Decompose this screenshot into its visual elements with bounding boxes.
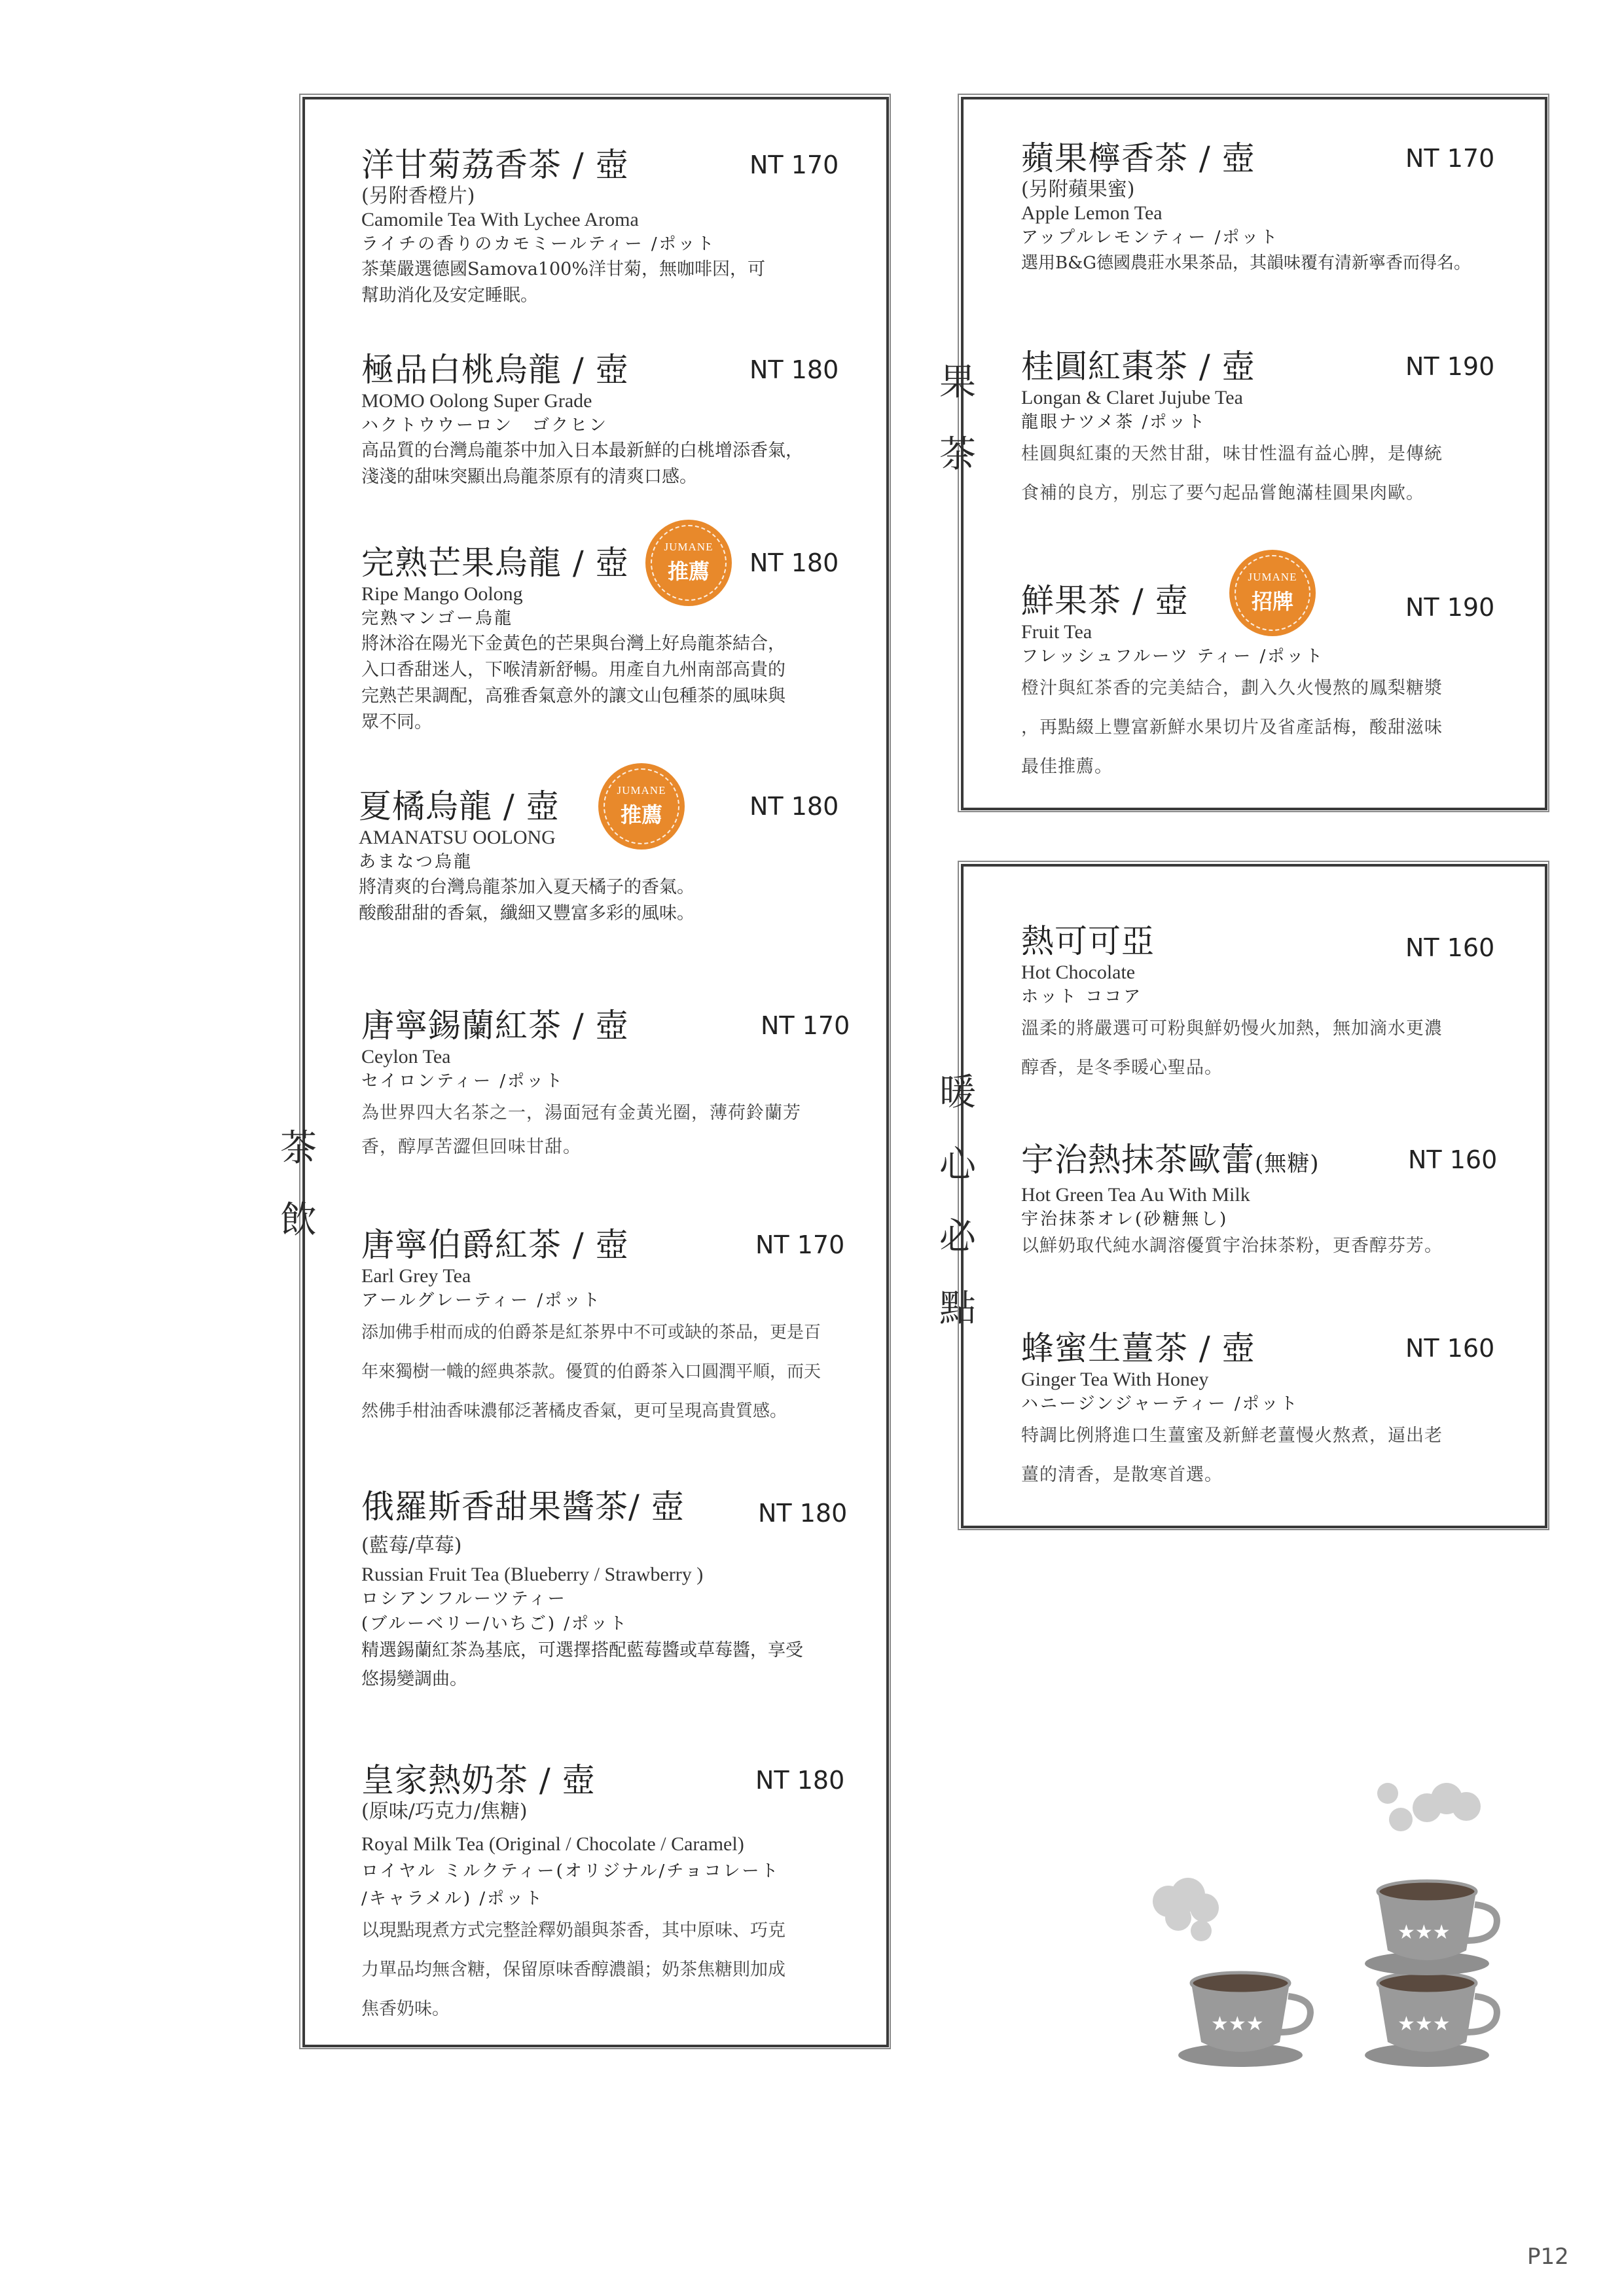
item-price: NT 160 <box>1408 1145 1498 1174</box>
item-japanese-name-2: (ブルーベリー/いちご) /ポット <box>361 1614 629 1634</box>
item-english-name: Camomile Tea With Lychee Aroma <box>361 209 639 230</box>
item-title: 俄羅斯香甜果醬茶/ 壺 <box>361 1488 685 1526</box>
item-japanese-name: ロシアンフルーツティー <box>361 1589 567 1609</box>
item-english-name: MOMO Oolong Super Grade <box>361 390 592 412</box>
item-title: 唐寧錫蘭紅茶 / 壺 <box>361 1007 629 1045</box>
item-title: 鮮果茶 / 壺 <box>1021 582 1189 620</box>
item-english-name: Ginger Tea With Honey <box>1021 1369 1209 1390</box>
badge-brand-text: JUMANE <box>617 784 666 797</box>
svg-text:★★★: ★★★ <box>1398 1921 1451 1944</box>
item-japanese-name: 宇治抹茶オレ(砂糖無し) <box>1021 1210 1229 1229</box>
item-price: NT 190 <box>1405 352 1495 381</box>
item-title-text: 宇治熱抹茶歐蕾 <box>1021 1141 1255 1179</box>
item-price: NT 190 <box>1405 593 1495 622</box>
item-japanese-name: ホット ココア <box>1021 987 1143 1007</box>
item-english-name: AMANATSU OOLONG <box>359 827 556 848</box>
item-description: 以現點現煮方式完整詮釋奶韻與茶香，其中原味、巧克 <box>361 1920 785 1941</box>
item-title: 洋甘菊荔香茶 / 壺 <box>361 146 629 184</box>
item-japanese-name: ライチの香りのカモミールティー /ポット <box>361 234 716 254</box>
item-description: 悠揚變調曲。 <box>361 1669 467 1689</box>
menu-item-ceylon-tea <box>361 1006 872 1167</box>
item-japanese-name: ハクトウウーロン ゴクヒン <box>361 416 609 435</box>
item-description: 橙汁與紅茶香的完美結合，劃入久火慢熬的鳳梨糖漿 <box>1021 678 1443 698</box>
item-description: 精選錫蘭紅茶為基底，可選擇搭配藍莓醬或草莓醬，享受 <box>361 1640 803 1660</box>
menu-item-amanatsu-oolong <box>359 784 856 927</box>
item-english-name: Earl Grey Tea <box>361 1265 471 1287</box>
teacup-stack-icon <box>1365 1881 1497 2067</box>
item-description: 酸酸甜甜的香氣，纖細又豐富多彩的風味。 <box>359 903 695 924</box>
item-description: 桂圓與紅棗的天然甘甜，味甘性溫有益心脾，是傳統 <box>1021 444 1443 464</box>
item-description: 眾不同。 <box>361 712 432 732</box>
item-description: 將清爽的台灣烏龍茶加入夏天橘子的香氣。 <box>359 877 695 897</box>
item-title: 極品白桃烏龍 / 壺 <box>361 351 629 389</box>
item-note: (原味/巧克力/焦糖) <box>361 1800 528 1823</box>
badge-text: 推薦 <box>620 802 662 827</box>
item-description: 焦香奶味。 <box>361 1999 450 2019</box>
item-price: NT 170 <box>761 1011 850 1040</box>
item-title: 蜂蜜生薑茶 / 壺 <box>1021 1329 1255 1367</box>
item-japanese-name-2: /キャラメル) /ポット <box>361 1889 545 1909</box>
item-english-name: Hot Chocolate <box>1021 961 1136 983</box>
item-english-name: Ripe Mango Oolong <box>361 583 523 605</box>
item-description: 完熟芒果調配，高雅香氣意外的讓文山包種茶的風味與 <box>361 686 785 706</box>
item-japanese-name: あまなつ烏龍 <box>359 852 473 872</box>
item-price: NT 160 <box>1405 933 1495 962</box>
menu-item-ripe-mango-oolong <box>361 543 859 736</box>
item-title: 桂圓紅棗茶 / 壺 <box>1021 348 1255 386</box>
badge-text: 招牌 <box>1251 589 1293 614</box>
item-english-name: Royal Milk Tea (Original / Chocolate / Caramel) <box>361 1833 744 1855</box>
item-description: 高品質的台灣烏龍茶中加入日本最新鮮的白桃增添香氣， <box>361 440 803 461</box>
item-description: 力單品均無含糖，保留原味香醇濃韻；奶茶焦糖則加成 <box>361 1960 785 1980</box>
item-japanese-name: セイロンティー /ポット <box>361 1071 565 1091</box>
menu-item-russian-fruit-tea <box>361 1487 872 1694</box>
item-price: NT 180 <box>749 792 839 821</box>
item-description: 茶葉嚴選德國Samova100%洋甘菊，無咖啡因，可 <box>361 259 765 279</box>
item-english-name: Fruit Tea <box>1021 621 1092 643</box>
item-price: NT 170 <box>749 151 839 179</box>
item-title-note: (無糖) <box>1255 1151 1320 1177</box>
item-description: 溫柔的將嚴選可可粉與鮮奶慢火加熱，無加滴水更濃 <box>1021 1018 1443 1039</box>
item-price: NT 180 <box>749 548 839 577</box>
menu-item-apple-lemon-tea <box>1021 139 1538 276</box>
page-number: P12 <box>1527 2244 1569 2270</box>
item-japanese-name: 龍眼ナツメ茶 /ポット <box>1021 412 1207 432</box>
item-japanese-name: ハニージンジャーティー /ポット <box>1021 1394 1299 1414</box>
badge-brand-text: JUMANE <box>664 541 713 553</box>
item-title: 皇家熱奶茶 / 壺 <box>361 1761 596 1799</box>
item-description: 最佳推薦。 <box>1021 757 1113 777</box>
category-tea-text: 茶 飲 <box>280 1127 317 1242</box>
item-description: 薑的清香，是散寒首選。 <box>1021 1465 1223 1485</box>
item-japanese-name: ロイヤル ミルクティー(オリジナル/チョコレート <box>361 1861 780 1881</box>
item-description: 然佛手柑油香味濃郁泛著橘皮香氣，更可呈現高貴質感。 <box>361 1401 787 1421</box>
item-title: 唐寧伯爵紅茶 / 壺 <box>361 1226 629 1264</box>
item-price: NT 180 <box>749 355 839 384</box>
item-title: 熱可可亞 <box>1021 922 1155 960</box>
category-tea-label <box>279 1119 318 1263</box>
menu-item-matcha-au-lait <box>1021 1140 1538 1261</box>
menu-item-longan-jujube-tea <box>1021 347 1538 513</box>
menu-item-hot-chocolate <box>1021 922 1538 1088</box>
item-description: ，再點綴上豐富新鮮水果切片及省產話梅，酸甜滋味 <box>1021 717 1443 738</box>
item-japanese-name: アップルレモンティー /ポット <box>1021 228 1280 247</box>
item-description: 香，醇厚苦澀但回味甘甜。 <box>361 1137 581 1157</box>
item-english-name: Apple Lemon Tea <box>1021 202 1163 224</box>
category-fruit-label <box>938 353 977 497</box>
item-note: (另附蘋果蜜) <box>1021 178 1135 201</box>
menu-item-fruit-tea <box>1021 571 1538 787</box>
item-description: 年來獨樹一幟的經典茶款。優質的伯爵茶入口圓潤平順，而天 <box>361 1362 821 1382</box>
item-description: 入口香甜迷人，下喉清新舒暢。用產自九州南部高貴的 <box>361 660 785 680</box>
item-japanese-name: フレッシュフルーツ ティー /ポット <box>1021 647 1325 666</box>
item-description: 特調比例將進口生薑蜜及新鮮老薑慢火熬煮，逼出老 <box>1021 1426 1443 1446</box>
category-fruit-text: 果 茶 <box>939 361 976 476</box>
item-title: 完熟芒果烏龍 / 壺 <box>361 544 629 582</box>
item-description: 淺淺的甜味突顯出烏龍茶原有的清爽口感。 <box>361 467 697 487</box>
teacup-illustration <box>1139 1767 1545 2094</box>
item-note: (另附香橙片) <box>361 185 475 207</box>
item-english-name: Hot Green Tea Au With Milk <box>1021 1184 1250 1206</box>
item-title: 夏橘烏龍 / 壺 <box>359 787 560 825</box>
item-description: 幫助消化及安定睡眠。 <box>361 285 538 306</box>
item-english-name: Russian Fruit Tea (Blueberry / Strawberry ) <box>361 1564 704 1585</box>
badge-text: 推薦 <box>667 559 710 584</box>
menu-item-royal-milk-tea <box>361 1761 872 2029</box>
menu-item-earl-grey <box>361 1225 872 1431</box>
svg-text:★★★: ★★★ <box>1398 2013 1451 2036</box>
item-english-name: Ceylon Tea <box>361 1046 451 1067</box>
item-english-name: Longan & Claret Jujube Tea <box>1021 387 1243 408</box>
category-warm-label <box>938 1064 977 1352</box>
item-title: 蘋果檸香茶 / 壺 <box>1021 139 1255 177</box>
item-description: 將沐浴在陽光下金黃色的芒果與台灣上好烏龍茶結合， <box>361 634 785 654</box>
recommend-badge <box>645 520 732 606</box>
menu-item-momo-oolong <box>361 350 859 490</box>
badge-brand-text: JUMANE <box>1248 571 1297 583</box>
recommend-badge <box>598 763 685 850</box>
item-price: NT 170 <box>1405 144 1495 173</box>
item-price: NT 160 <box>1405 1334 1495 1363</box>
item-japanese-name: アールグレーティー /ポット <box>361 1291 602 1310</box>
teacup-small-icon <box>1178 1973 1310 2067</box>
svg-text:★★★: ★★★ <box>1211 2013 1264 2036</box>
item-price: NT 170 <box>755 1230 845 1259</box>
item-note: (藍莓/草莓) <box>361 1534 462 1557</box>
item-description: 食補的良方，別忘了要勺起品嘗飽滿桂圓果肉歐。 <box>1021 483 1424 503</box>
item-description: 為世界四大名茶之一，湯面冠有金黃光圈，薄荷鈴蘭芳 <box>361 1103 801 1123</box>
category-warm-text: 暖 心 必 點 <box>939 1071 976 1330</box>
item-description: 以鮮奶取代純水調溶優質宇治抹茶粉，更香醇芬芳。 <box>1021 1236 1443 1256</box>
menu-item-camomile <box>361 145 859 309</box>
item-japanese-name: 完熟マンゴー烏龍 <box>361 609 514 628</box>
item-price: NT 180 <box>755 1766 845 1795</box>
item-description: 添加佛手柑而成的伯爵茶是紅茶界中不可或缺的茶品，更是百 <box>361 1323 821 1342</box>
item-description: 醇香，是冬季暖心聖品。 <box>1021 1058 1223 1078</box>
menu-item-ginger-honey-tea <box>1021 1329 1538 1495</box>
item-price: NT 180 <box>758 1499 848 1528</box>
item-description: 選用B&G德國農莊水果茶品，其韻味覆有清新寧香而得名。 <box>1021 253 1471 273</box>
signature-badge <box>1229 550 1316 636</box>
